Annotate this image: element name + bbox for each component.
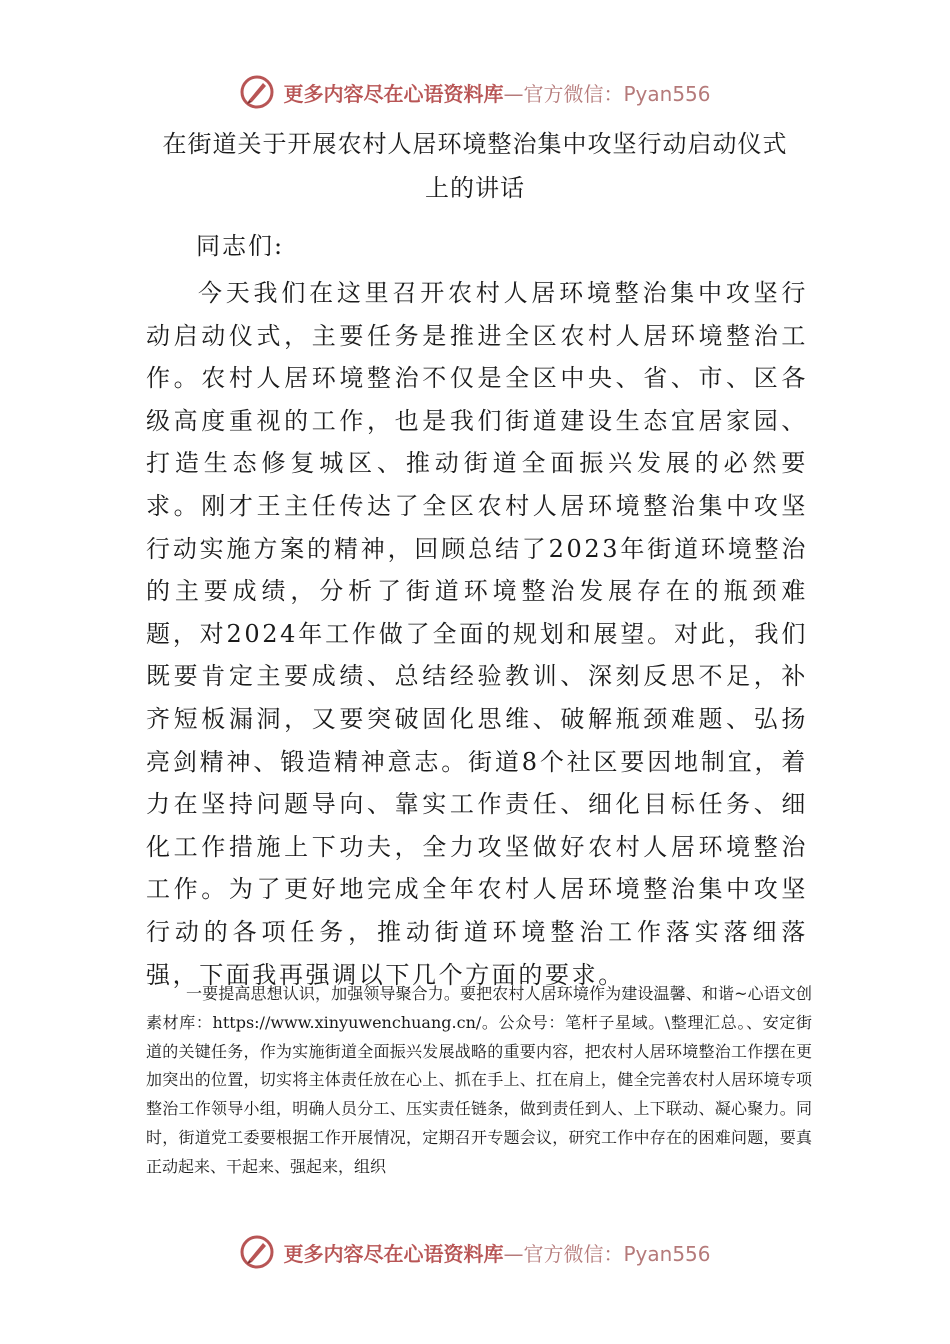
banner-brand: 更多内容尽在心语资料库 (283, 1241, 504, 1266)
document-title-line2: 上的讲话 (425, 174, 525, 202)
pen-logo-icon (239, 1234, 275, 1270)
banner-separator: — (503, 1241, 524, 1266)
banner-wechat: Pyan556 (623, 81, 711, 106)
paragraph-small: 一要提高思想认识，加强领导聚合力。要把农村人居环境作为建设温馨、和谐~心语文创素材库：https://www.xinyuwenchuang.cn/。公众号：笔杆子星域。\整理汇总。、安定街道的关键任务，作为实施街道全面振兴发展战略的重要内容，把农村人居环境整治工作摆在更加突出的位置，切实将主体责任放在心上、抓在手上、扛在肩上，健全完善农村人居环境专项整治工作领导小组，明确人员分工、压实责任链条，做到责任到人、上下联动、凝心聚力。同时，街道党工委要根据工作开展情况，定期召开专题会议，研究工作中存在的困难问题，要真正动起来、干起来、强起来，组织 (146, 984, 812, 1176)
banner-official: 官方微信： (523, 81, 624, 106)
greeting: 同志们: (196, 232, 285, 260)
banner-separator: — (503, 81, 524, 106)
header-banner (0, 72, 950, 112)
paragraph-main: 今天我们在这里召开农村人居环境整治集中攻坚行动启动仪式，主要任务是推进全区农村人居环境整治工作。农村人居环境整治不仅是全区中央、省、市、区各级高度重视的工作，也是我们街道建设生态宜居家园、打造生态修复城区、推动街道全面振兴发展的必然要求。刚才王主任传达了全区农村人居环境整治集中攻坚行动实施方案的精神，回顾总结了2023年街道环境整治的主要成绩，分析了街道环境整治发展存在的瓶颈难题，对2024年工作做了全面的规划和展望。对此，我们既要肯定主要成绩、总结经验教训、深刻反思不足，补齐短板漏洞，又要突破固化思维、破解瓶颈难题、弘扬亮剑精神、锻造精神意志。街道8个社区要因地制宜，着力在坚持问题导向、靠实工作责任、细化目标任务、细化工作措施上下功夫，全力攻坚做好农村人居环境整治工作。为了更好地完成全年农村人居环境整治集中攻坚行动的各项任务，推动街道环境整治工作落实落细落强，下面我再强调以下几个方面的要求。 (146, 279, 808, 989)
banner-brand: 更多内容尽在心语资料库 (283, 81, 504, 106)
pen-logo-icon (239, 74, 275, 110)
banner-text (283, 78, 710, 107)
footer-banner (0, 1232, 950, 1272)
banner-wechat: Pyan556 (623, 1241, 711, 1266)
banner-official: 官方微信： (523, 1241, 624, 1266)
banner-text (283, 1238, 710, 1267)
document-title-line1: 在街道关于开展农村人居环境整治集中攻坚行动启动仪式 (162, 130, 788, 158)
